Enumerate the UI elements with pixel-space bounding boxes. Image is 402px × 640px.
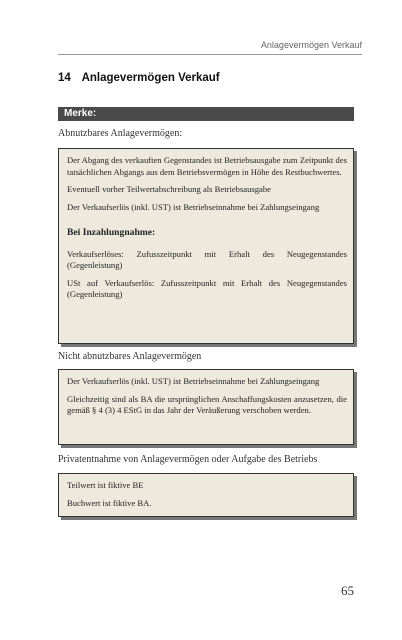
box-nicht-abnutzbar [58,369,354,445]
paragraph: Der Verkaufserlös (inkl. UST) ist Betriebseinnahme bei Zahlungseingang [67,376,320,386]
subheading: Bei Inzahlungnahme: [67,227,156,238]
paragraph: Teilwert ist fiktive BE [67,480,144,490]
header-rule [58,54,362,55]
chapter-heading [58,72,220,84]
merke-bar [58,107,354,121]
paragraph: Der Abgang des verkauften Gegenstandes ist Betriebsausgabe zum Zeitpunkt des tatsächlichen Abgangs aus dem Betriebsvermögen in Höhe des Restbuchwertes. [67,155,347,177]
section-label-nicht-abnutzbar: Nicht abnutzbares Anlagevermögen [58,351,202,362]
section-label-privatentnahme: Privatentnahme von Anlagevermögen oder Aufgabe des Betriebs [58,454,318,465]
paragraph: Buchwert ist fiktive BA. [67,497,152,508]
page-number: 65 [341,583,354,598]
chapter-title: Anlagevermögen Verkauf [81,72,220,84]
chapter-number: 14 [58,72,71,84]
merke-label: Merke: [64,108,97,119]
paragraph: Der Verkaufserlös (inkl. UST) ist Betriebseinnahme bei Zahlungseingang [67,201,320,212]
running-head: Anlagevermögen Verkauf [260,40,362,50]
paragraph: Verkaufserlöses: Zufusszeitpunkt mit Erhalt des Neugegenstandes (Gegenleistung) [67,248,347,270]
paragraph: Eventuell vorher Teilwertabschreibung als Betriebsausgabe [67,184,271,194]
section-label-abnutzbar: Abnutzbares Anlagevermögen: [58,128,183,139]
box-abnutzbar [58,148,354,344]
box-privatentnahme [58,473,354,517]
paragraph: USt auf Verkaufserlös: Zufusszeitpunkt mit Erhalt des Neugegenstandes (Gegenleistung) [67,277,347,299]
paragraph: Gleichzeitig sind als BA die ursprünglichen Anschaffungskosten anzusetzen, die gemäß § 4 (3) 4 EStG in das Jahr der Veräußerung verschoben werden. [67,393,347,415]
